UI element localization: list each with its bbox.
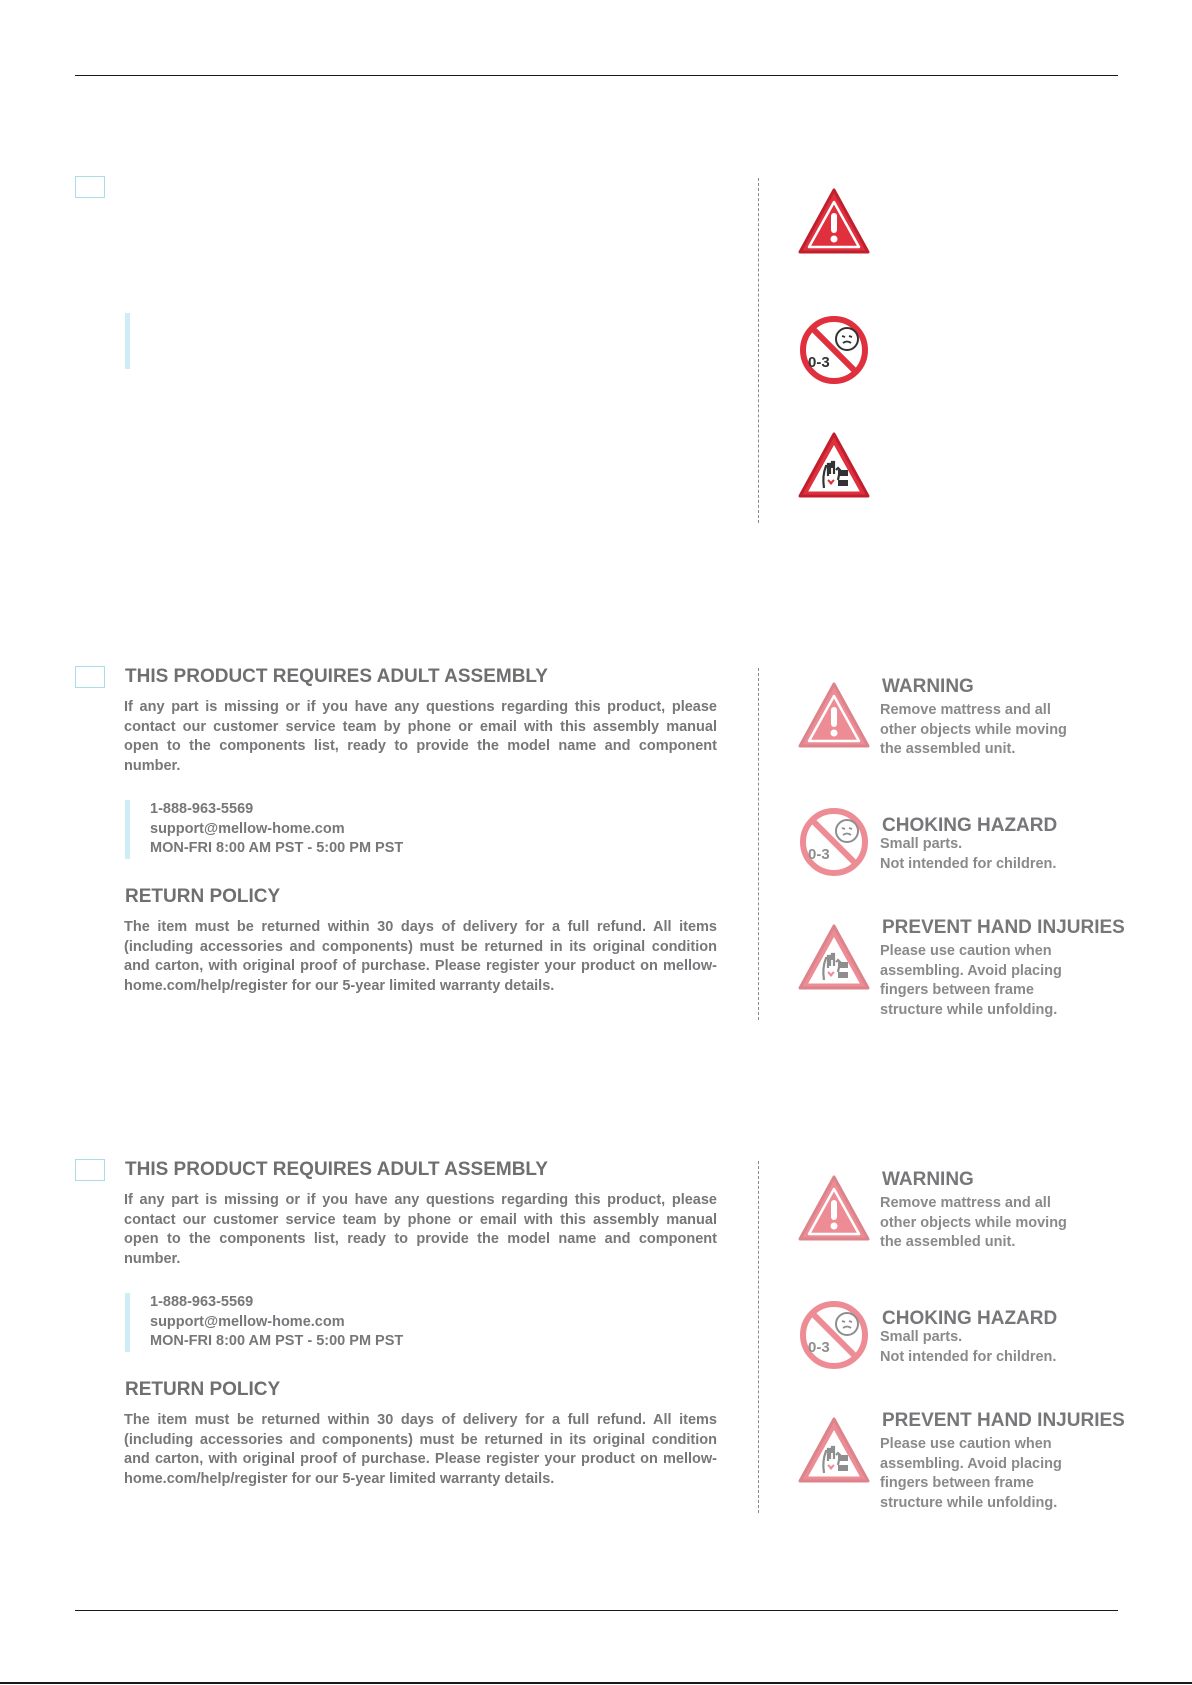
- choking-hazard-text: Small parts. Not intended for children.: [880, 1329, 1057, 1365]
- intro-paragraph: If any part is missing or if you have any questions regarding this product, please contact our customer service team by phone or email with this assembly manual open to the components list, ready to provide the model name and component number.: [124, 1192, 717, 1267]
- vertical-divider: [758, 668, 759, 1020]
- warning-triangle-icon: [798, 680, 870, 750]
- contact-accent-bar: [125, 313, 130, 369]
- return-policy-heading: RETURN POLICY: [125, 1379, 281, 1400]
- contact-block: [125, 1293, 403, 1352]
- support-hours: MON-FRI 8:00 AM PST - 5:00 PM PST: [150, 840, 404, 856]
- hand-crush-icon: [798, 922, 870, 992]
- hand-crush-icon: [798, 430, 870, 500]
- svg-text:0-3: 0-3: [808, 1339, 830, 1356]
- prevent-hand-injuries-title: PREVENT HAND INJURIES: [882, 917, 1125, 938]
- prevent-hand-injuries-title: PREVENT HAND INJURIES: [882, 1410, 1125, 1431]
- choking-hazard-title: CHOKING HAZARD: [882, 815, 1058, 836]
- notice-section-2: [0, 662, 1192, 1022]
- notice-section-3: [0, 1155, 1192, 1515]
- notice-section-1: [0, 0, 1192, 371]
- return-policy-heading: RETURN POLICY: [125, 886, 281, 907]
- contact-block: [125, 800, 403, 859]
- warning-title: WARNING: [882, 676, 974, 697]
- warning-title: WARNING: [882, 1169, 974, 1190]
- section-heading: THIS PRODUCT REQUIRES ADULT ASSEMBLY: [125, 1159, 548, 1180]
- warning-text: Remove mattress and all other objects while moving the assembled unit.: [880, 702, 1067, 757]
- phone-number: 1-888-963-5569: [150, 1294, 254, 1310]
- return-policy-text: The item must be returned within 30 days of delivery for a full refund. All items (including accessories and components) must be returned in its original condition and carton, with original proof of purchase. Please register your product on mellow-home.com/help/register for our 5-year limited warranty details.: [124, 919, 717, 994]
- checkbox[interactable]: [75, 1159, 105, 1181]
- support-email: support@mellow-home.com: [150, 820, 345, 837]
- bottom-rule: [75, 1610, 1118, 1611]
- warning-triangle-icon: [798, 186, 870, 256]
- prevent-hand-injuries-text: Please use caution when assembling. Avoid placing fingers between frame structure while unfolding.: [880, 943, 1062, 1018]
- intro-paragraph: If any part is missing or if you have any questions regarding this product, please contact our customer service team by phone or email with this assembly manual open to the components list, ready to provide the model name and component number.: [124, 699, 717, 774]
- svg-text:0-3: 0-3: [808, 354, 830, 371]
- no-children-0-3-icon: [798, 807, 870, 877]
- support-email: support@mellow-home.com: [150, 1313, 345, 1330]
- warning-text: Remove mattress and all other objects while moving the assembled unit.: [880, 1195, 1067, 1250]
- checkbox[interactable]: [75, 176, 105, 198]
- phone-number: 1-888-963-5569: [150, 801, 254, 817]
- no-children-0-3-icon: [798, 315, 870, 385]
- choking-hazard-title: CHOKING HAZARD: [882, 1308, 1058, 1329]
- no-children-0-3-icon: [798, 1300, 870, 1370]
- section-heading: THIS PRODUCT REQUIRES ADULT ASSEMBLY: [125, 666, 548, 687]
- return-policy-text: The item must be returned within 30 days of delivery for a full refund. All items (including accessories and components) must be returned in its original condition and carton, with original proof of purchase. Please register your product on mellow-home.com/help/register for our 5-year limited warranty details.: [124, 1412, 717, 1487]
- warning-triangle-icon: [798, 1173, 870, 1243]
- vertical-divider: [758, 1161, 759, 1513]
- checkbox[interactable]: [75, 666, 105, 688]
- hand-crush-icon: [798, 1415, 870, 1485]
- support-hours: MON-FRI 8:00 AM PST - 5:00 PM PST: [150, 1333, 404, 1349]
- page-edge-line: [0, 1682, 1192, 1684]
- svg-text:0-3: 0-3: [808, 846, 830, 863]
- choking-hazard-text: Small parts. Not intended for children.: [880, 836, 1057, 872]
- vertical-divider: [758, 178, 759, 523]
- prevent-hand-injuries-text: Please use caution when assembling. Avoid placing fingers between frame structure while unfolding.: [880, 1436, 1062, 1511]
